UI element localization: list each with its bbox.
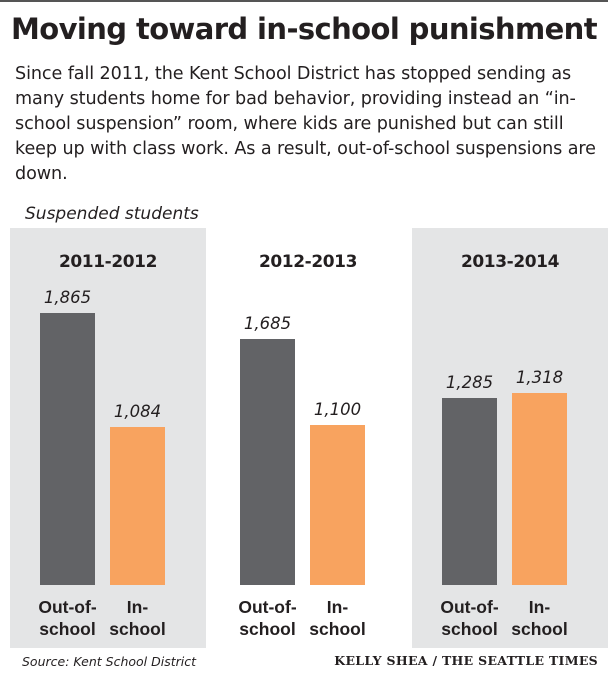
category-label <box>434 596 506 640</box>
value-label: 1,685 <box>243 314 292 334</box>
out-of-school-bar <box>442 398 497 585</box>
panel-title: 2012-2013 <box>258 252 358 272</box>
category-label-line: school <box>109 619 166 639</box>
category-label-line: school <box>239 619 296 639</box>
category-label <box>302 596 374 640</box>
panel-title: 2013-2014 <box>460 252 560 272</box>
category-label <box>504 596 576 640</box>
category-label-line: In- <box>326 597 349 617</box>
credit-line: KELLY SHEA / THE SEATTLE TIMES <box>334 653 598 668</box>
intro-text: Since fall 2011, the Kent School District has stopped sending as many students home for bad behavior, providing instead an “in-school suspension” room, where kids are punished but can still keep up with class work. As a result, out-of-school suspensions are down. <box>15 64 596 184</box>
category-label-line: In- <box>126 597 149 617</box>
value-label: 1,084 <box>113 401 162 421</box>
source-note: Source: Kent School District <box>22 654 196 669</box>
chart-subtitle: Suspended students <box>25 204 199 224</box>
category-label <box>32 596 104 640</box>
category-label-line: Out-of- <box>440 597 499 617</box>
category-label <box>102 596 174 640</box>
category-label-line: school <box>511 619 568 639</box>
category-label-line: Out-of- <box>38 597 97 617</box>
in-school-bar <box>512 393 567 585</box>
out-of-school-bar <box>40 313 95 585</box>
out-of-school-bar <box>240 339 295 585</box>
top-rule <box>0 0 608 2</box>
in-school-bar <box>110 427 165 585</box>
category-label-line: school <box>309 619 366 639</box>
category-label-line: Out-of- <box>238 597 297 617</box>
value-label: 1,318 <box>515 367 564 387</box>
category-label-line: school <box>39 619 96 639</box>
value-label: 1,100 <box>313 399 362 419</box>
category-label-line: In- <box>528 597 551 617</box>
category-label-line: school <box>441 619 498 639</box>
panel-title: 2011-2012 <box>58 252 158 272</box>
value-label: 1,285 <box>445 372 494 392</box>
category-label <box>232 596 304 640</box>
chart-title: Moving toward in-school punishment <box>11 12 597 46</box>
in-school-bar <box>310 425 365 585</box>
value-label: 1,865 <box>43 288 92 307</box>
